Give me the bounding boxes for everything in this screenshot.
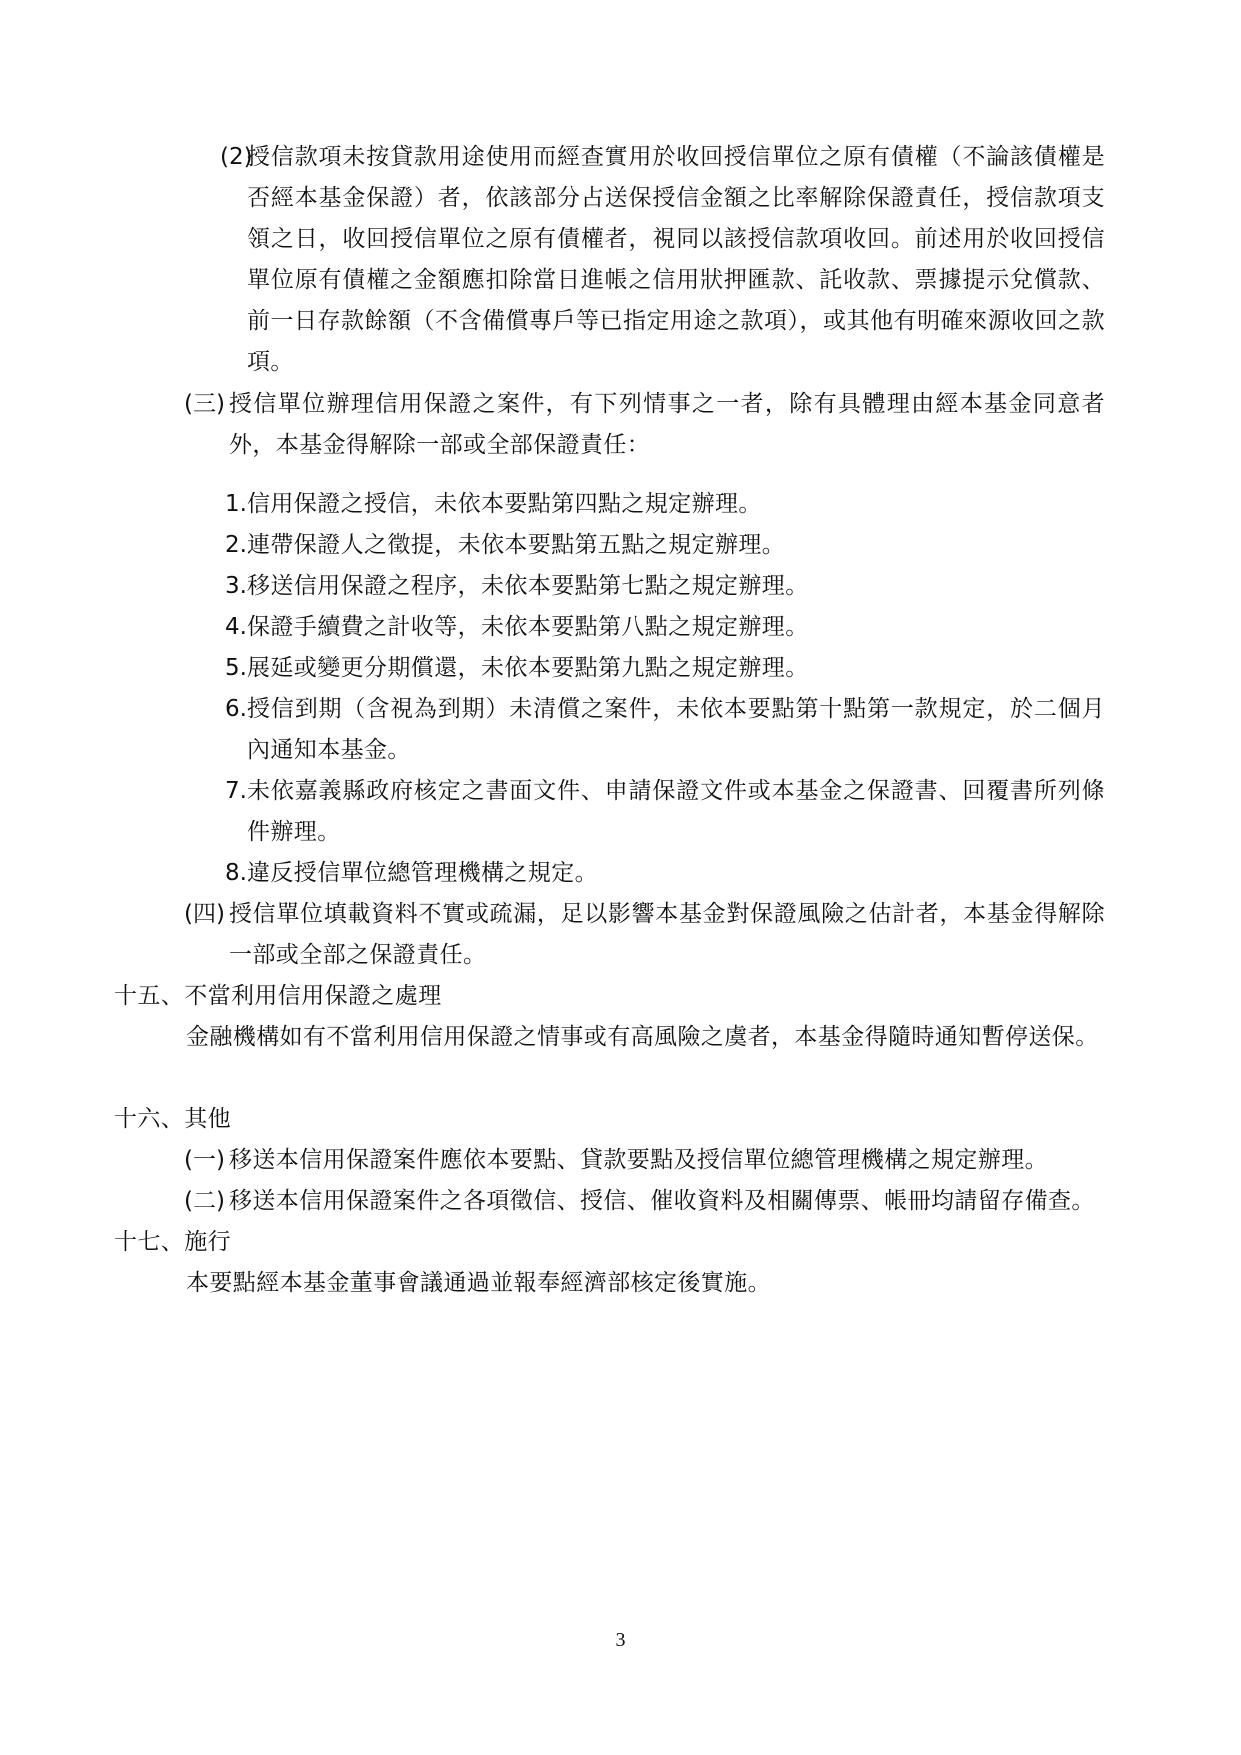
clause17-body — [186, 1263, 1105, 1304]
list-item-text: 違反授信單位總管理機構之規定。 — [247, 860, 598, 886]
list-item-text: 展延或變更分期償還，未依本要點第九點之規定辦理。 — [247, 655, 809, 681]
list-item-label: 1. — [225, 491, 247, 517]
list-item — [225, 566, 1105, 607]
clause16-item — [184, 1181, 1109, 1222]
section-heading: 十五、不當利用信用保證之處理 — [114, 983, 442, 1009]
list-item-text: 信用保證之授信，未依本要點第四點之規定辦理。 — [247, 491, 762, 517]
clause16-item — [184, 1140, 1109, 1181]
list-item — [225, 648, 1105, 689]
item-text: 授信款項未按貸款用途使用而經查實用於收回授信單位之原有債權（不論該債權是否經本基金保證）者，依該部分占送保授信金額之比率解除保證責任，授信款項支領之日，收回授信單位之原有債權者，視同以該授信款項收回。前述用於收回授信單位原有債權之金額應扣除當日進帳之信用狀押匯款、託收款、票據提示兌償款、前一日存款餘額（不含備償專戶等已指定用途之款項），或其他有明確來源收回之款項。 — [247, 144, 1105, 375]
part-label: (三) — [184, 391, 225, 417]
clause15-body — [186, 1017, 1105, 1058]
list-item-label: 7. — [225, 778, 247, 804]
list-item-label: 2. — [225, 532, 247, 558]
part-text: 授信單位辦理信用保證之案件，有下列情事之一者，除有具體理由經本基金同意者外，本基金得解除一部或全部保證責任： — [229, 391, 1105, 458]
list-item — [225, 525, 1105, 566]
clause15-heading — [114, 976, 1104, 1017]
section-heading: 十六、其他 — [114, 1106, 231, 1132]
section-text: 本要點經本基金董事會議通過並報奉經濟部核定後實施。 — [186, 1270, 771, 1296]
item-text: 移送本信用保證案件之各項徵信、授信、催收資料及相關傳票、帳冊均請留存備查。 — [229, 1188, 1095, 1214]
list-item-label: 4. — [225, 614, 247, 640]
section-text: 金融機構如有不當利用信用保證之情事或有高風險之虞者，本基金得隨時通知暫停送保。 — [186, 1024, 1099, 1050]
list-item-label: 6. — [225, 696, 247, 722]
item-text: 移送本信用保證案件應依本要點、貸款要點及授信單位總管理機構之規定辦理。 — [229, 1147, 1048, 1173]
clause14-part3 — [184, 384, 1105, 466]
list-item — [225, 771, 1105, 853]
item-label: (2) — [220, 144, 253, 170]
page-number: 3 — [615, 1629, 626, 1651]
list-item-text: 移送信用保證之程序，未依本要點第七點之規定辦理。 — [247, 573, 809, 599]
list-item — [225, 689, 1105, 771]
part-text: 授信單位填載資料不實或疏漏，足以影響本基金對保證風險之估計者，本基金得解除一部或全部之保證責任。 — [229, 901, 1105, 968]
list-item-label: 5. — [225, 655, 247, 681]
list-item-label: 8. — [225, 860, 247, 886]
list-item — [225, 607, 1105, 648]
list-item-text: 未依嘉義縣政府核定之書面文件、申請保證文件或本基金之保證書、回覆書所列條件辦理。 — [247, 778, 1105, 845]
list-item — [225, 853, 1105, 894]
section-heading: 十七、施行 — [114, 1229, 231, 1255]
clause16-heading — [114, 1099, 1104, 1140]
list-item-text: 保證手續費之計收等，未依本要點第八點之規定辦理。 — [247, 614, 809, 640]
list-item-text: 授信到期（含視為到期）未清償之案件，未依本要點第十點第一款規定，於二個月內通知本基金。 — [247, 696, 1105, 763]
item-label: (一) — [184, 1147, 225, 1173]
clause14-item2 — [220, 137, 1105, 383]
item-label: (二) — [184, 1188, 225, 1214]
clause14-part4 — [184, 894, 1105, 976]
clause17-heading — [114, 1222, 1104, 1263]
list-item-text: 連帶保證人之徵提，未依本要點第五點之規定辦理。 — [247, 532, 786, 558]
part-label: (四) — [184, 901, 225, 927]
list-item-label: 3. — [225, 573, 247, 599]
list-item — [225, 484, 1105, 525]
